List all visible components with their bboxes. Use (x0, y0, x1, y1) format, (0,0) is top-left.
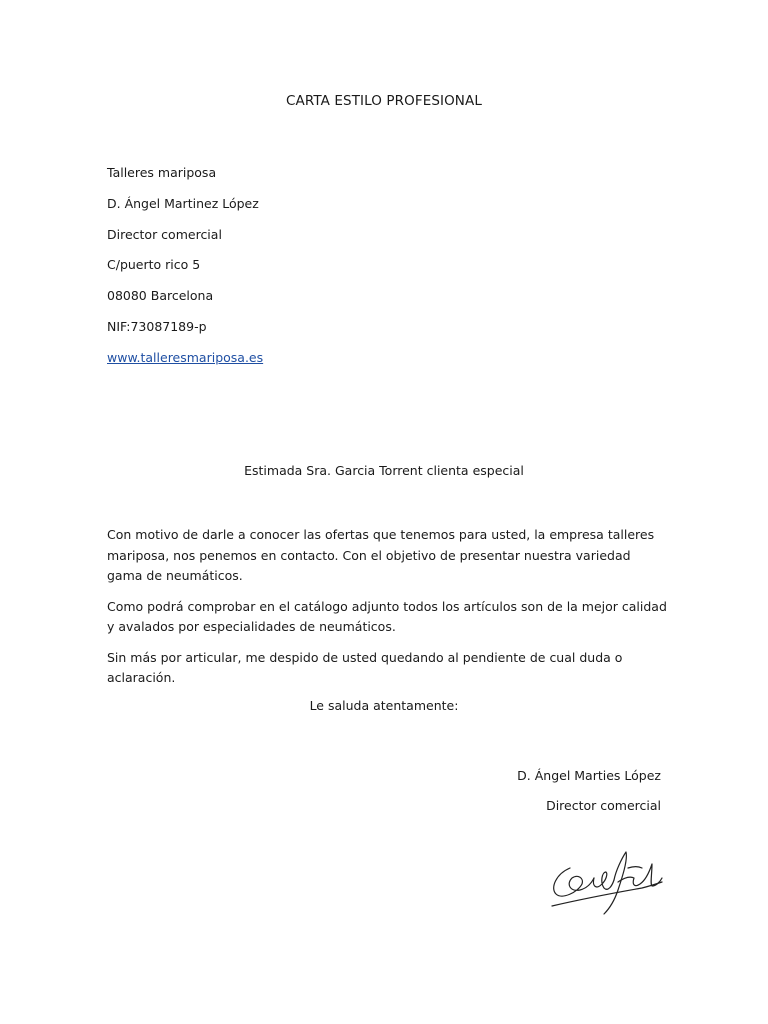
signatory-block (517, 761, 661, 821)
handwritten-signature (548, 848, 666, 920)
letter-body (107, 525, 667, 699)
letter-title: CARTA ESTILO PROFESIONAL (286, 93, 482, 109)
body-paragraph-1: Con motivo de darle a conocer las ofertas que tenemos para usted, la empresa talleres mariposa, nos penemos en contacto. Con el objetivo de presentar nuestra variedad gama de neumáticos. (107, 527, 655, 583)
body-paragraph-3: Sin más por articular, me despido de usted quedando al pendiente de cual duda o aclaración. (107, 649, 623, 685)
body-paragraph-2: Como podrá comprobar en el catálogo adjunto todos los artículos son de la mejor calidad y avalados por especialidades de neumáticos. (107, 598, 667, 634)
sender-website-link[interactable]: www.talleresmariposa.es (107, 349, 264, 365)
letter-greeting: Estimada Sra. Garcia Torrent clienta especial (244, 463, 524, 478)
sender-company: Talleres mariposa (107, 165, 217, 180)
signatory-name: D. Ángel Marties López (517, 768, 661, 783)
sender-city: 08080 Barcelona (107, 288, 214, 304)
sender-nif: NIF:73087189-p (107, 318, 207, 334)
sender-position: Director comercial (107, 226, 222, 242)
signatory-position: Director comercial (546, 798, 661, 813)
letter-closing: Le saluda atentamente: (309, 698, 459, 713)
sender-street: C/puerto rico 5 (107, 257, 201, 273)
sender-name: D. Ángel Martinez López (107, 195, 259, 211)
sender-address-block (107, 158, 263, 374)
